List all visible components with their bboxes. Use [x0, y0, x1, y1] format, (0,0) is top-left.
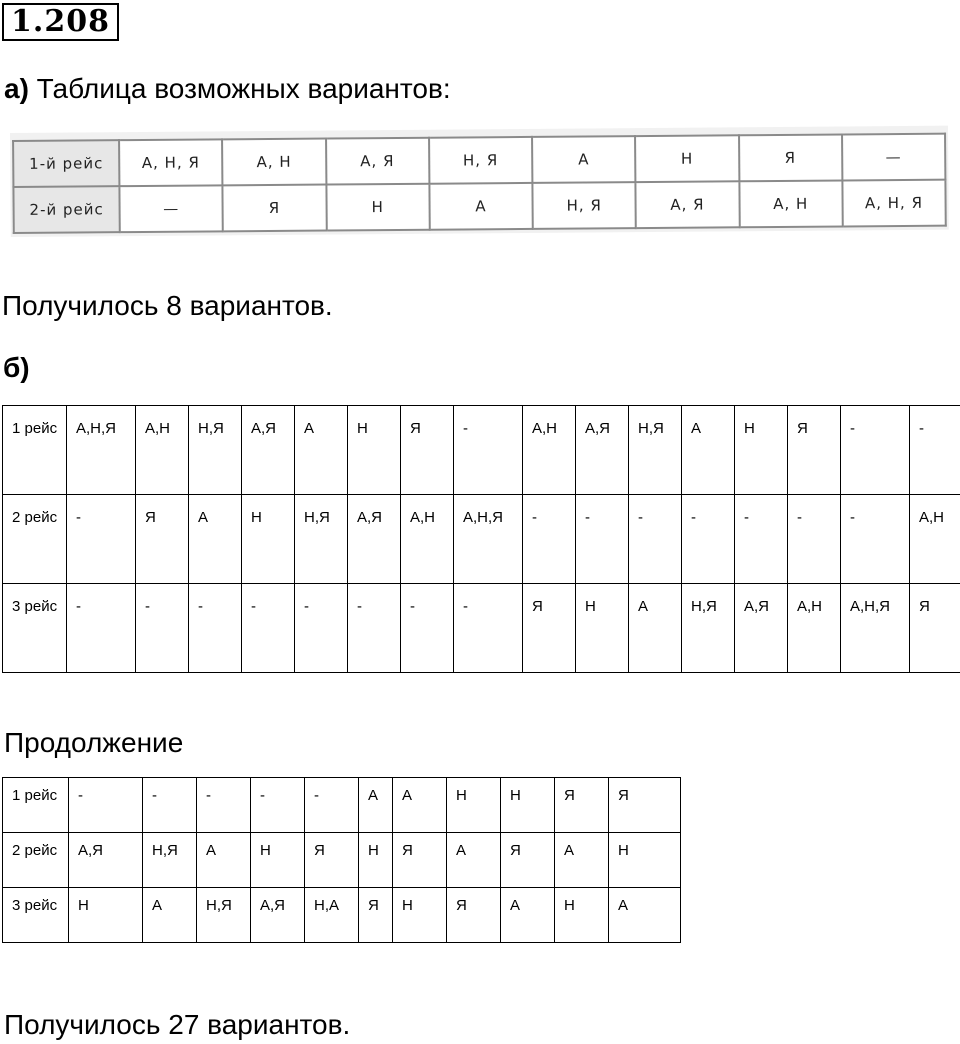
part-a-label: а) [4, 73, 29, 104]
table-cell: - [69, 778, 143, 833]
table-cell: Н,Я [629, 406, 682, 495]
table-cell: - [67, 495, 136, 584]
table-cell: - [189, 584, 242, 673]
table-cell: Я [305, 833, 359, 888]
table-cell: А,Я [251, 888, 305, 943]
table-cell: - [305, 778, 359, 833]
table-cell: - [788, 495, 841, 584]
table-a-row [13, 134, 945, 187]
table-cell: Н,Я [197, 888, 251, 943]
table-cell: Н, Я [429, 137, 533, 184]
table-cell: - [136, 584, 189, 673]
table-cell: А, Я [326, 138, 430, 185]
table-cell: А,Н,Я [841, 584, 910, 673]
row-header: 2 рейс [3, 833, 69, 888]
table-cell: А,Н [401, 495, 454, 584]
table-cell: Н,Я [143, 833, 197, 888]
table-cell: Я [136, 495, 189, 584]
table-cell: А [143, 888, 197, 943]
part-a-result: Получилось 8 вариантов. [2, 290, 333, 321]
table-cell: А [393, 778, 447, 833]
table-cell: - [251, 778, 305, 833]
part-b-label: б) [3, 352, 30, 383]
table-cell: - [454, 584, 523, 673]
table-cell: Я [501, 833, 555, 888]
table-cell: Я [788, 406, 841, 495]
table-cell: — [119, 185, 223, 232]
table-cell: - [242, 584, 295, 673]
table-cell: Я [555, 778, 609, 833]
scanned-table-a [10, 126, 949, 237]
table-cell: Н [359, 833, 393, 888]
table-cell: А, Н, Я [842, 180, 946, 227]
table-cell: А [359, 778, 393, 833]
table-cell: Н [609, 833, 681, 888]
table-cell: - [197, 778, 251, 833]
table-cell: А,Н [523, 406, 576, 495]
table-cell: Я [223, 185, 327, 232]
row-header: 1 рейс [3, 778, 69, 833]
table-cell: Н [348, 406, 401, 495]
table-cell: А,Я [576, 406, 629, 495]
table-cell: А [532, 136, 636, 183]
table-cell: Н,Я [295, 495, 348, 584]
table-cell: Н [447, 778, 501, 833]
table-c-row [3, 833, 681, 888]
table-cell: А [609, 888, 681, 943]
table-cell: Я [910, 584, 960, 673]
table-cell: Н [555, 888, 609, 943]
table-cell: А [197, 833, 251, 888]
table-cell: Н, Я [532, 182, 636, 229]
table-cell: А,Н,Я [454, 495, 523, 584]
table-cell: Я [609, 778, 681, 833]
table-cell: - [682, 495, 735, 584]
table-cell: Н [251, 833, 305, 888]
table-cell: Н,Я [682, 584, 735, 673]
table-cell: Н [635, 135, 739, 182]
table-cell: А [555, 833, 609, 888]
row-header: 3 рейс [3, 888, 69, 943]
table-b-row [3, 495, 960, 584]
part-a-title: Таблица возможных вариантов: [28, 73, 451, 104]
table-cell: А, Н [222, 139, 326, 186]
row-header: 1 рейс [3, 406, 67, 495]
table-cell: А,Н [136, 406, 189, 495]
table-cell: - [576, 495, 629, 584]
variants-table-b [2, 405, 960, 673]
table-cell: А [501, 888, 555, 943]
table-cell: - [67, 584, 136, 673]
row-header: 1-й рейс [13, 140, 119, 187]
table-c-row [3, 888, 681, 943]
table-cell: Н,Я [189, 406, 242, 495]
table-cell: - [841, 406, 910, 495]
table-cell: А,Я [735, 584, 788, 673]
table-cell: А [682, 406, 735, 495]
table-cell: Я [359, 888, 393, 943]
table-cell: А [629, 584, 682, 673]
table-c-row [3, 778, 681, 833]
problem-number: 1.208 [2, 3, 119, 41]
row-header: 2 рейс [3, 495, 67, 584]
table-cell: - [401, 584, 454, 673]
table-cell: - [841, 495, 910, 584]
table-cell: Н [393, 888, 447, 943]
table-cell: А,Я [69, 833, 143, 888]
table-cell: - [523, 495, 576, 584]
table-cell: - [348, 584, 401, 673]
table-cell: Я [447, 888, 501, 943]
table-cell: А,Н,Я [67, 406, 136, 495]
table-cell: А [429, 183, 533, 230]
variants-table-continuation [2, 777, 681, 943]
continuation-title: Продолжение [4, 727, 184, 758]
row-header: 2-й рейс [13, 186, 119, 233]
table-cell: Я [523, 584, 576, 673]
table-a-row [13, 180, 945, 233]
table-cell: Н [242, 495, 295, 584]
table-cell: - [454, 406, 523, 495]
table-cell: - [629, 495, 682, 584]
table-cell: А, Я [636, 181, 740, 228]
table-cell: А, Н, Я [119, 139, 223, 186]
table-cell: А [447, 833, 501, 888]
table-cell: Я [393, 833, 447, 888]
table-cell: — [842, 134, 946, 181]
table-cell: А,Н [910, 495, 960, 584]
table-cell: Я [739, 134, 843, 181]
table-cell: А [189, 495, 242, 584]
table-cell: А, Н [739, 180, 843, 227]
table-cell: Н [735, 406, 788, 495]
table-cell: А [295, 406, 348, 495]
table-cell: Н [326, 184, 430, 231]
table-cell: - [143, 778, 197, 833]
part-b-heading [3, 351, 30, 385]
table-cell: А,Я [242, 406, 295, 495]
table-cell: - [735, 495, 788, 584]
table-cell: Н,А [305, 888, 359, 943]
table-cell: - [295, 584, 348, 673]
variants-table-a [12, 133, 947, 234]
table-b-row [3, 406, 960, 495]
table-cell: Н [69, 888, 143, 943]
table-cell: - [910, 406, 960, 495]
table-cell: А,Я [348, 495, 401, 584]
part-b-result: Получилось 27 вариантов. [4, 1009, 351, 1040]
table-cell: Я [401, 406, 454, 495]
table-b-row [3, 584, 960, 673]
table-cell: Н [501, 778, 555, 833]
table-cell: А,Н [788, 584, 841, 673]
part-a-heading [4, 72, 451, 106]
table-cell: Н [576, 584, 629, 673]
row-header: 3 рейс [3, 584, 67, 673]
